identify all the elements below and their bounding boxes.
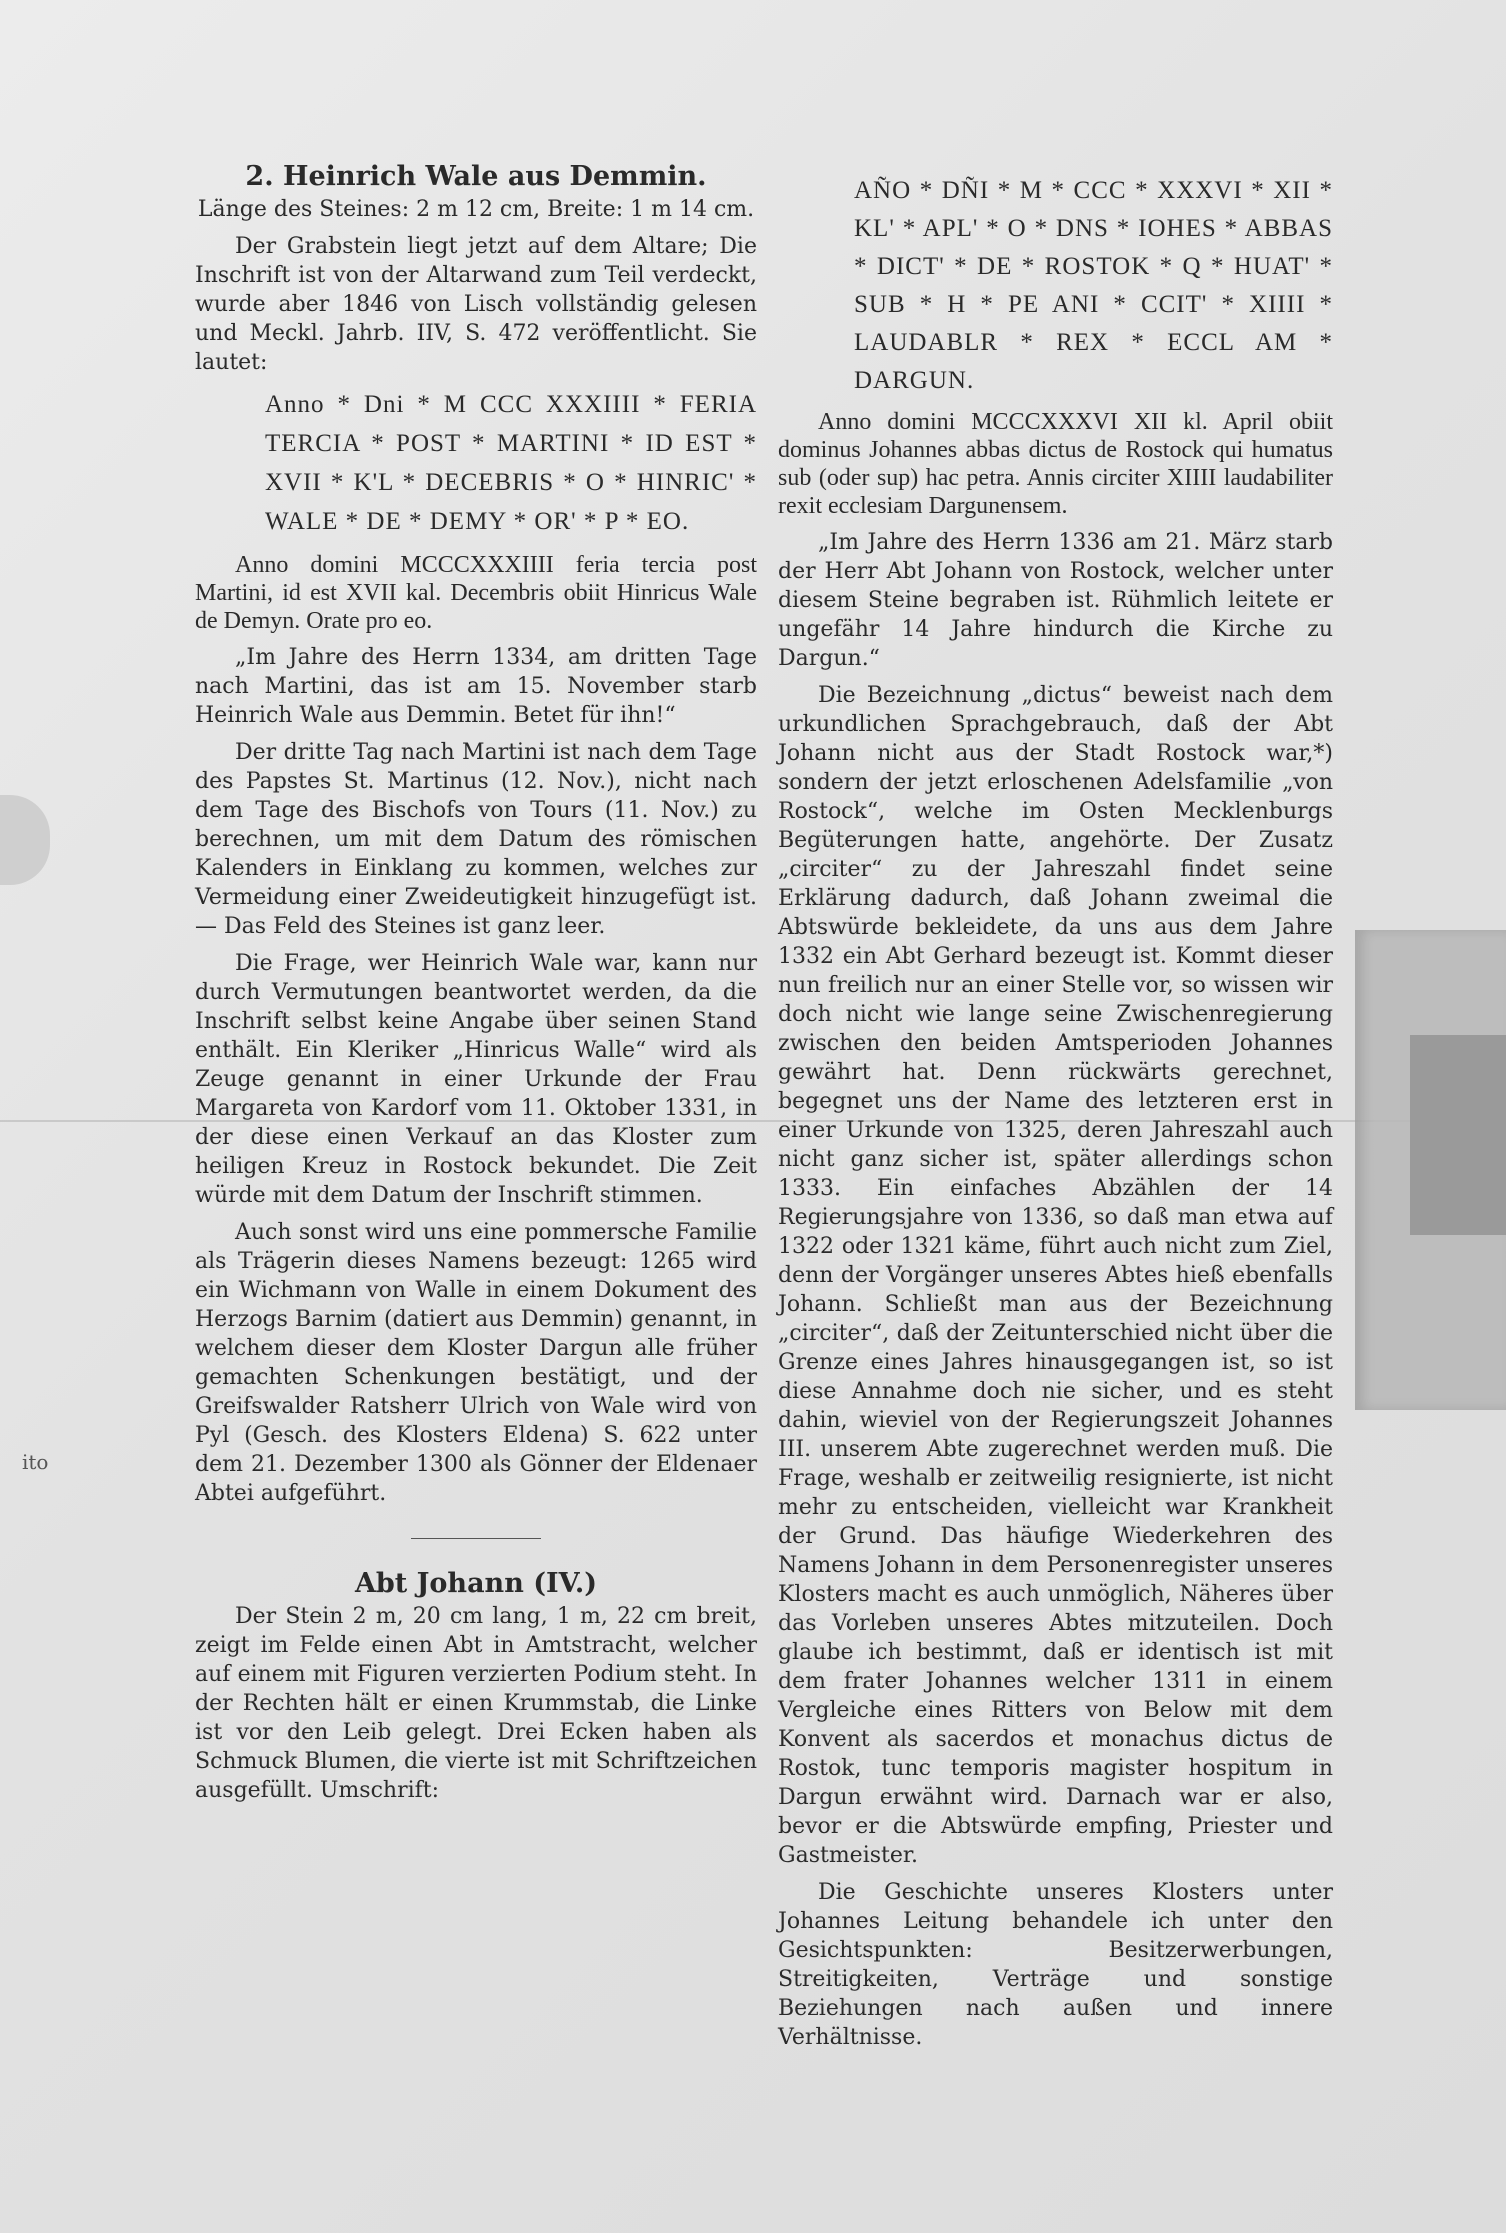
torn-edge [0,795,50,885]
paragraph: Der Grabstein liegt jetzt auf dem Altare; Die Inschrift ist von der Altarwand zum Teil verdeckt, wurde aber 1846 von Lisch vollständig gelesen und Meckl. Jahrb. IIV, S. 472 veröffentlicht. Sie lautet: [195,234,757,375]
paragraph: Auch sonst wird uns eine pommersche Familie als Trägerin dieses Namens bezeugt: 1265 wird ein Wichmann von Walle in einem Dokument des Herzogs Barnim (datiert aus Demmin) genannt, in welchem dieser dem Kloster Dargun alle früher gemachten Schenkungen bestätigt, und der Greifswalder Ratsherr Ulrich von Wale wird von Pyl (Gesch. des Klosters Eldena) S. 622 unter dem 21. Dezember 1300 als Gönner der Eldenaer Abtei aufgeführt. [195,1220,757,1506]
paragraph: Die Geschichte unseres Klosters unter Johannes Leitung behandele ich unter den Gesichtspunkten: Besitzerwerbungen, Streitigkeiten, Verträge und sonstige Beziehungen nach außen und innere Verhältnisse. [778,1880,1333,2050]
latin-text: Anno domini MCCCXXXIIII feria tercia post Martini, id est XVII kal. Decembris obiit Hinricus Wale de Demyn. Orate pro eo. [195,552,757,634]
paragraph: Der Stein 2 m, 20 cm lang, 1 m, 22 cm breit, zeigt im Felde einen Abt in Amtstracht, welcher auf einem mit Figuren verzierten Podium steht. In der Rechten hält er einen Krummstab, die Linke ist vor den Leib gelegt. Drei Ecken haben als Schmuck Blumen, die vierte ist mit Schriftzeichen ausgefüllt. Umschrift: [195,1604,757,1803]
right-column [778,172,1333,2060]
paragraph: Die Frage, wer Heinrich Wale war, kann nur durch Vermutungen beantwortet werden, da die Inschrift selbst keine Angabe über seinen Stand enthält. Ein Kleriker „Hinricus Walle“ wird als Zeuge genannt in einer Urkunde der Frau Margareta von Kardorf vom 11. Oktober 1331, in der diese einen Verkauf an das Kloster zum heiligen Kreuz in Rostock bekundet. Die Zeit würde mit dem Datum der Inschrift stimmen. [195,951,757,1208]
section-divider [411,1538,541,1539]
dimensions: Länge des Steines: 2 m 12 cm, Breite: 1 m 14 cm. [197,197,755,222]
paragraph: „Im Jahre des Herrn 1334, am dritten Tage nach Martini, das ist am 15. November starb Heinrich Wale aus Demmin. Betet für ihn!“ [195,645,757,728]
paragraph: Die Bezeichnung „dictus“ beweist nach dem urkundlichen Sprachgebrauch, daß der Abt Johann nicht aus der Stadt Rostock war,*) sondern der jetzt erloschenen Adelsfamilie „von Rostock“, welche im Osten Mecklenburgs Begüterungen hatte, angehörte. Der Zusatz „circiter“ zu der Jahreszahl findet seine Erklärung dadurch, daß Johann zweimal die Abtswürde bekleidete, da uns aus dem Jahre 1332 ein Abt Gerhard bezeugt ist. Kommt dieser nun freilich nur an einer Stelle vor, so wissen wir doch nicht wie lange seine Zwischenregierung zwischen den beiden Amtsperioden Johannes gewährt hat. Denn rückwärts gerechnet, begegnet uns der Name des letzteren erst in einer Urkunde von 1325, deren Jahreszahl auch nicht ganz sicher ist, später allerdings schon 1333. Ein einfaches Abzählen der 14 Regierungsjahre von 1336, so daß man etwa auf 1322 oder 1321 käme, führt auch nicht zum Ziel, denn der Vorgänger unseres Abtes hieß ebenfalls Johann. Schließt man aus der Bezeichnung „circiter“, daß der Zeitunterschied nicht über die Grenze eines Jahres hinausgegangen ist, so ist diese Annahme doch nie sicher, und es steht dahin, wieviel von der Regierungszeit Johannes III. unserem Abte zugerechnet werden muß. Die Frage, weshalb er zeitweilig resignierte, ist nicht mehr zu entscheiden, vielleicht war Krankheit der Grund. Das häufige Wiederkehren des Namens Johann in dem Personenregister unseres Klosters macht es auch unmöglich, Näheres über das Vorleben unseres Abtes mitzuteilen. Doch glaube ich bestimmt, daß er identisch ist mit dem frater Johannes welcher 1311 in einem Vergleiche eines Ritters von Below mit dem Konvent als sacerdos et monachus dictus de Rostok, tunc temporis magister hospitum in Dargun erwähnt wird. Darnach war er also, bevor er die Abtswürde empfing, Priester und Gastmeister. [778,683,1333,1868]
section-title: 2. Heinrich Wale aus Demmin. [245,161,707,192]
margin-note: ito [22,1450,49,1474]
paragraph: „Im Jahre des Herrn 1336 am 21. März starb der Herr Abt Johann von Rostock, welcher unter diesem Steine begraben ist. Rühmlich leitete er ungefähr 14 Jahre hindurch die Kirche zu Dargun.“ [778,530,1333,671]
latin-text: Anno domini MCCCXXXVI XII kl. April obiit dominus Johannes abbas dictus de Rostock qui humatus sub (oder sup) hac petra. Annis circiter XIIII laudabiliter rexit ecclesiam Dargunensem. [778,409,1333,519]
inscription: AÑO * DÑI * M * CCC * XXXVI * XII * KL' * APL' * O * DNS * IOHES * ABBAS * DICT' * DE * ROSTOK * Q * HUAT' * SUB * H * PE ANI * CCIT' * XIIII * LAUDABLR * REX * ECCL AM * DARGUN. [854,177,1333,394]
tape-shadow [1410,1035,1506,1235]
section-heading: Abt Johann (IV.) [354,1568,598,1599]
paragraph: Der dritte Tag nach Martini ist nach dem Tage des Papstes St. Martinus (12. Nov.), nicht nach dem Tage des Bischofs von Tours (11. Nov.) zu berechnen, um mit dem Datum des römischen Kalenders in Einklang zu kommen, welches zur Vermeidung einer Zweideutigkeit hinzugefügt ist. — Das Feld des Steines ist ganz leer. [195,740,757,939]
inscription: Anno * Dni * M CCC XXXIIII * FERIA TERCIA * POST * MARTINI * ID EST * XVII * K'L * DECEBRIS * O * HINRIC' * WALE * DE * DEMY * OR' * P * EO. [265,391,757,535]
left-column [195,162,757,1813]
